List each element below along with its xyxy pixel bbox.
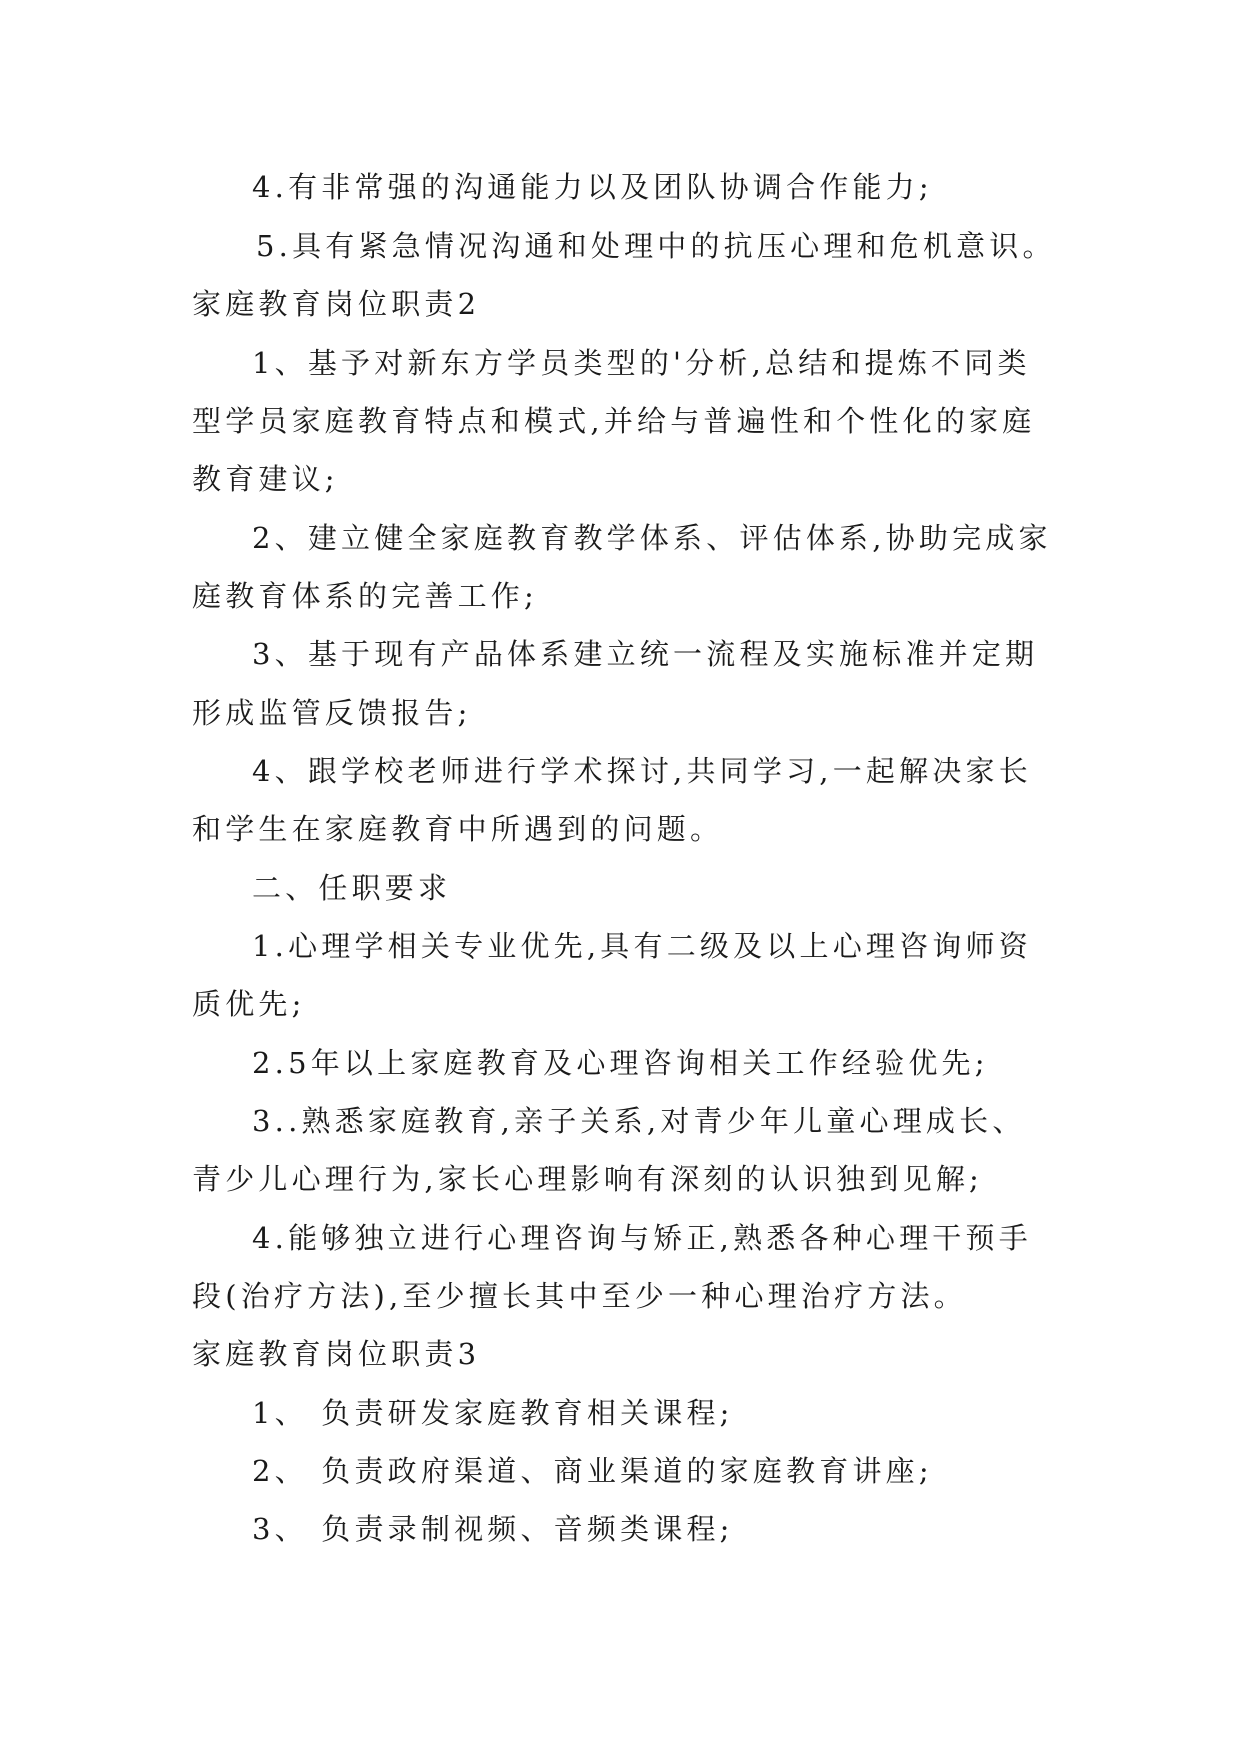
text-line: 4、跟学校老师进行学术探讨,共同学习,一起解决家长 [252,754,1032,788]
text-line: 1、基予对新东方学员类型的'分析,总结和提炼不同类 [252,346,1031,380]
text-line: 1、 负责研发家庭教育相关课程; [252,1396,734,1430]
text-line: 2.5年以上家庭教育及心理咨询相关工作经验优先; [252,1046,989,1080]
text-line: 青少儿心理行为,家长心理影响有深刻的认识独到见解; [192,1162,983,1196]
section-heading: 家庭教育岗位职责3 [192,1337,481,1371]
text-line: 质优先; [192,987,306,1021]
text-line: 3、 负责录制视频、音频类课程; [252,1512,734,1546]
text-line: 3、基于现有产品体系建立统一流程及实施标准并定期 [252,637,1039,671]
text-line: 5.具有紧急情况沟通和处理中的抗压心理和危机意识。 [256,229,1056,263]
text-line: 教育建议; [192,462,339,496]
text-line: 2、建立健全家庭教育教学体系、评估体系,协助完成家 [252,521,1052,555]
text-line: 庭教育体系的完善工作; [192,579,538,613]
text-line: 2、 负责政府渠道、商业渠道的家庭教育讲座; [252,1454,933,1488]
text-line: 4.有非常强的沟通能力以及团队协调合作能力; [252,170,933,204]
text-line: 形成监管反馈报告; [192,696,472,730]
text-line: 段(治疗方法),至少擅长其中至少一种心理治疗方法。 [192,1279,967,1313]
text-line: 和学生在家庭教育中所遇到的问题。 [192,812,724,846]
section-heading: 家庭教育岗位职责2 [192,287,481,321]
text-line: 型学员家庭教育特点和模式,并给与普遍性和个性化的家庭 [192,404,1036,438]
text-line: 3..熟悉家庭教育,亲子关系,对青少年儿童心理成长、 [252,1104,1026,1138]
text-line: 4.能够独立进行心理咨询与矫正,熟悉各种心理干预手 [252,1221,1032,1255]
subsection-heading: 二、任职要求 [252,871,452,905]
text-line: 1.心理学相关专业优先,具有二级及以上心理咨询师资 [252,929,1032,963]
